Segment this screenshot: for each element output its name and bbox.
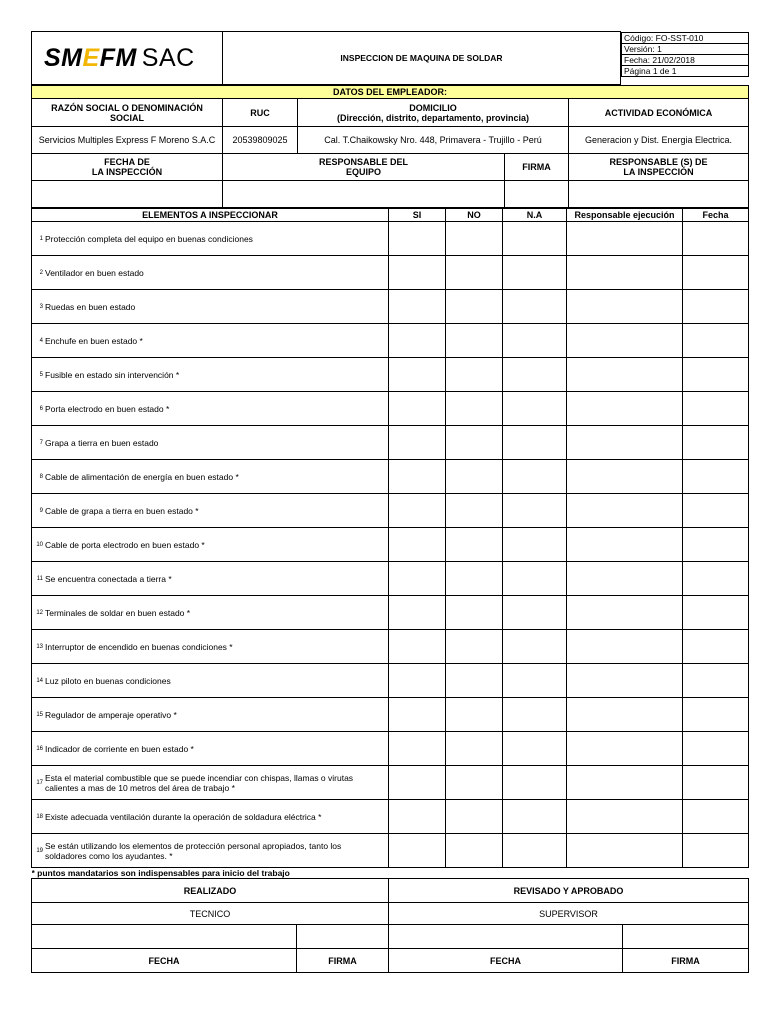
checklist-row bbox=[32, 528, 749, 562]
item-text: Ventilador en buen estado bbox=[45, 267, 144, 278]
responsable-cell[interactable] bbox=[567, 834, 683, 868]
na-cell[interactable] bbox=[503, 222, 567, 256]
responsable-inspeccion-label bbox=[569, 154, 749, 181]
checklist-item bbox=[32, 664, 389, 698]
domicilio-sublabel: (Dirección, distrito, departamento, provincia) bbox=[336, 112, 530, 123]
fecha-cell[interactable] bbox=[683, 732, 749, 766]
supervisor-firma-field[interactable] bbox=[623, 925, 749, 949]
employer-data bbox=[31, 85, 749, 208]
si-cell[interactable] bbox=[389, 596, 446, 630]
no-cell[interactable] bbox=[446, 222, 503, 256]
si-cell[interactable] bbox=[389, 256, 446, 290]
si-cell[interactable] bbox=[389, 664, 446, 698]
item-number: 5 bbox=[39, 371, 43, 378]
item-text: Cable de grapa a tierra en buen estado * bbox=[45, 505, 199, 516]
responsable-cell[interactable] bbox=[567, 664, 683, 698]
signoff-table bbox=[31, 878, 749, 973]
checklist-row bbox=[32, 562, 749, 596]
tecnico-firma-field[interactable] bbox=[297, 925, 389, 949]
tecnico-label: TECNICO bbox=[32, 903, 389, 925]
na-cell[interactable] bbox=[503, 562, 567, 596]
na-cell[interactable] bbox=[503, 630, 567, 664]
item-text: Cable de alimentación de energía en buen estado * bbox=[45, 471, 239, 482]
fecha-inspeccion-line1: FECHA DE bbox=[104, 157, 150, 167]
item-text: Grapa a tierra en buen estado bbox=[45, 437, 159, 448]
responsable-equipo-line1: RESPONSABLE DEL bbox=[318, 157, 408, 167]
item-text: Luz piloto en buenas condiciones bbox=[45, 675, 171, 686]
na-cell[interactable] bbox=[503, 290, 567, 324]
responsable-cell[interactable] bbox=[567, 460, 683, 494]
checklist-item bbox=[32, 358, 389, 392]
company-logo bbox=[32, 32, 223, 85]
fecha-cell[interactable] bbox=[683, 256, 749, 290]
na-cell[interactable] bbox=[503, 358, 567, 392]
na-cell[interactable] bbox=[503, 766, 567, 800]
checklist-item bbox=[32, 732, 389, 766]
no-cell[interactable] bbox=[446, 766, 503, 800]
no-cell[interactable] bbox=[446, 800, 503, 834]
item-text: Enchufe en buen estado * bbox=[45, 335, 143, 346]
checklist-item bbox=[32, 562, 389, 596]
item-text: Protección completa del equipo en buenas condiciones bbox=[45, 233, 253, 244]
item-number: 19 bbox=[36, 847, 43, 854]
responsable-cell[interactable] bbox=[567, 528, 683, 562]
item-number: 1 bbox=[39, 235, 43, 242]
item-number: 10 bbox=[36, 541, 43, 548]
fecha-cell[interactable] bbox=[683, 290, 749, 324]
col-ruc: RUC bbox=[223, 99, 298, 127]
responsable-cell[interactable] bbox=[567, 630, 683, 664]
na-cell[interactable] bbox=[503, 698, 567, 732]
si-cell[interactable] bbox=[389, 222, 446, 256]
col-actividad: ACTIVIDAD ECONÓMICA bbox=[569, 99, 749, 127]
col-na: N.A bbox=[503, 209, 567, 222]
inspection-form bbox=[31, 31, 748, 973]
checklist-row bbox=[32, 256, 749, 290]
fecha-cell[interactable] bbox=[683, 528, 749, 562]
logo-bolt: E bbox=[82, 44, 100, 72]
no-cell[interactable] bbox=[446, 664, 503, 698]
responsable-inspeccion-field[interactable] bbox=[569, 181, 749, 208]
checklist-rows bbox=[32, 222, 749, 868]
responsable-cell[interactable] bbox=[567, 494, 683, 528]
fecha-inspeccion-field[interactable] bbox=[32, 181, 223, 208]
checklist-row bbox=[32, 664, 749, 698]
fecha-cell[interactable] bbox=[683, 800, 749, 834]
si-cell[interactable] bbox=[389, 698, 446, 732]
item-text: Cable de porta electrodo en buen estado * bbox=[45, 539, 205, 550]
employer-section-title: DATOS DEL EMPLEADOR: bbox=[32, 86, 749, 99]
col-razon-social: RAZÓN SOCIAL O DENOMINACIÓN SOCIAL bbox=[32, 99, 223, 127]
checklist-row bbox=[32, 732, 749, 766]
no-cell[interactable] bbox=[446, 358, 503, 392]
logo-text-sac: SAC bbox=[141, 44, 195, 72]
supervisor-fecha-label: FECHA bbox=[389, 949, 623, 973]
supervisor-label: SUPERVISOR bbox=[389, 903, 749, 925]
logo-text-fm: FM bbox=[99, 44, 137, 72]
checklist-item bbox=[32, 834, 389, 868]
no-cell[interactable] bbox=[446, 596, 503, 630]
item-number: 13 bbox=[36, 643, 43, 650]
no-cell[interactable] bbox=[446, 460, 503, 494]
checklist-item bbox=[32, 494, 389, 528]
no-cell[interactable] bbox=[446, 392, 503, 426]
checklist-row bbox=[32, 358, 749, 392]
item-number: 8 bbox=[39, 473, 43, 480]
no-cell[interactable] bbox=[446, 494, 503, 528]
item-number: 4 bbox=[39, 337, 43, 344]
checklist-item bbox=[32, 392, 389, 426]
fecha-cell[interactable] bbox=[683, 494, 749, 528]
item-text: Se encuentra conectada a tierra * bbox=[45, 573, 172, 584]
no-cell[interactable] bbox=[446, 732, 503, 766]
checklist-item bbox=[32, 528, 389, 562]
col-responsable: Responsable ejecución bbox=[567, 209, 683, 222]
item-number: 9 bbox=[39, 507, 43, 514]
si-cell[interactable] bbox=[389, 732, 446, 766]
fecha-cell[interactable] bbox=[683, 596, 749, 630]
checklist-item bbox=[32, 596, 389, 630]
col-si: SI bbox=[389, 209, 446, 222]
ruc-value: 20539809025 bbox=[223, 127, 298, 154]
checklist-item bbox=[32, 324, 389, 358]
responsable-cell[interactable] bbox=[567, 800, 683, 834]
item-text: Se están utilizando los elementos de protección personal apropiados, tanto los soldadores como los ayudantes. * bbox=[45, 840, 342, 861]
na-cell[interactable] bbox=[503, 460, 567, 494]
logo-text-sm: SM bbox=[44, 44, 83, 72]
responsable-cell[interactable] bbox=[567, 324, 683, 358]
razon-social-value: Servicios Multiples Express F Moreno S.A.C bbox=[32, 127, 223, 154]
mandatory-note: * puntos mandatarios son indispensables para inicio del trabajo bbox=[31, 868, 290, 878]
supervisor-fecha-field[interactable] bbox=[389, 925, 623, 949]
form-header bbox=[31, 31, 749, 85]
fecha-inspeccion-line2: LA INSPECCIÓN bbox=[91, 167, 163, 177]
domicilio-label: DOMICILIO bbox=[409, 102, 457, 113]
checklist-row bbox=[32, 800, 749, 834]
doc-date: Fecha: 21/02/2018 bbox=[622, 54, 749, 65]
responsable-cell[interactable] bbox=[567, 222, 683, 256]
checklist-row bbox=[32, 630, 749, 664]
na-cell[interactable] bbox=[503, 732, 567, 766]
firma-field[interactable] bbox=[505, 181, 569, 208]
checklist-row bbox=[32, 494, 749, 528]
si-cell[interactable] bbox=[389, 290, 446, 324]
checklist-row bbox=[32, 392, 749, 426]
na-cell[interactable] bbox=[503, 426, 567, 460]
item-text: Terminales de soldar en buen estado * bbox=[45, 607, 191, 618]
tecnico-firma-label: FIRMA bbox=[297, 949, 389, 973]
no-cell[interactable] bbox=[446, 834, 503, 868]
si-cell[interactable] bbox=[389, 460, 446, 494]
item-text: Porta electrodo en buen estado * bbox=[45, 403, 170, 414]
checklist-row bbox=[32, 222, 749, 256]
responsable-cell[interactable] bbox=[567, 358, 683, 392]
na-cell[interactable] bbox=[503, 834, 567, 868]
si-cell[interactable] bbox=[389, 562, 446, 596]
item-text: Regulador de amperaje operativo * bbox=[45, 709, 177, 720]
si-cell[interactable] bbox=[389, 834, 446, 868]
responsable-cell[interactable] bbox=[567, 562, 683, 596]
responsable-cell[interactable] bbox=[567, 426, 683, 460]
checklist-row bbox=[32, 834, 749, 868]
item-number: 2 bbox=[39, 269, 43, 276]
si-cell[interactable] bbox=[389, 494, 446, 528]
realizado-label: REALIZADO bbox=[32, 879, 389, 903]
na-cell[interactable] bbox=[503, 528, 567, 562]
fecha-cell[interactable] bbox=[683, 460, 749, 494]
item-number: 3 bbox=[39, 303, 43, 310]
si-cell[interactable] bbox=[389, 528, 446, 562]
checklist-item bbox=[32, 256, 389, 290]
item-number: 18 bbox=[36, 813, 43, 820]
form-title: INSPECCION DE MAQUINA DE SOLDAR bbox=[223, 32, 621, 85]
responsable-cell[interactable] bbox=[567, 290, 683, 324]
fecha-cell[interactable] bbox=[683, 562, 749, 596]
checklist-item bbox=[32, 222, 389, 256]
checklist-row bbox=[32, 596, 749, 630]
item-text: Esta el material combustible que se puede incendiar con chispas, llamas o virutas calientes a mas de 10 metros del área de trabajo * bbox=[45, 772, 354, 793]
item-number: 11 bbox=[36, 575, 43, 582]
na-cell[interactable] bbox=[503, 324, 567, 358]
responsable-inspeccion-line2: LA INSPECCIÓN bbox=[623, 167, 694, 177]
item-number: 14 bbox=[36, 677, 43, 684]
checklist-row bbox=[32, 426, 749, 460]
fecha-cell[interactable] bbox=[683, 222, 749, 256]
col-elementos: ELEMENTOS A INSPECCIONAR bbox=[32, 209, 389, 222]
na-cell[interactable] bbox=[503, 800, 567, 834]
item-number: 7 bbox=[39, 439, 43, 446]
checklist-row bbox=[32, 324, 749, 358]
checklist-item bbox=[32, 460, 389, 494]
item-text: Ruedas en buen estado bbox=[45, 301, 136, 312]
doc-page: Página 1 de 1 bbox=[622, 65, 749, 76]
doc-version: Versión: 1 bbox=[622, 43, 749, 54]
checklist-item bbox=[32, 630, 389, 664]
fecha-cell[interactable] bbox=[683, 392, 749, 426]
na-cell[interactable] bbox=[503, 392, 567, 426]
fecha-cell[interactable] bbox=[683, 834, 749, 868]
na-cell[interactable] bbox=[503, 494, 567, 528]
checklist-row bbox=[32, 460, 749, 494]
domicilio-value: Cal. T.Chaikowsky Nro. 448, Primavera - Trujillo - Perú bbox=[298, 127, 569, 154]
col-no: NO bbox=[446, 209, 503, 222]
checklist-item bbox=[32, 426, 389, 460]
item-text: Fusible en estado sin intervención * bbox=[45, 369, 180, 380]
checklist-row bbox=[32, 698, 749, 732]
no-cell[interactable] bbox=[446, 426, 503, 460]
responsable-cell[interactable] bbox=[567, 392, 683, 426]
responsable-cell[interactable] bbox=[567, 766, 683, 800]
item-number: 6 bbox=[39, 405, 43, 412]
item-text: Existe adecuada ventilación durante la operación de soldadura eléctrica * bbox=[45, 811, 322, 822]
na-cell[interactable] bbox=[503, 664, 567, 698]
item-number: 17 bbox=[36, 779, 43, 786]
document-meta bbox=[621, 32, 749, 77]
tecnico-fecha-label: FECHA bbox=[32, 949, 297, 973]
si-cell[interactable] bbox=[389, 426, 446, 460]
item-text: Interruptor de encendido en buenas condiciones * bbox=[45, 641, 233, 652]
no-cell[interactable] bbox=[446, 630, 503, 664]
no-cell[interactable] bbox=[446, 528, 503, 562]
no-cell[interactable] bbox=[446, 698, 503, 732]
fecha-cell[interactable] bbox=[683, 664, 749, 698]
actividad-value: Generacion y Dist. Energia Electrica. bbox=[569, 127, 749, 154]
responsable-equipo-field[interactable] bbox=[223, 181, 505, 208]
responsable-equipo-label bbox=[223, 154, 505, 181]
si-cell[interactable] bbox=[389, 766, 446, 800]
no-cell[interactable] bbox=[446, 290, 503, 324]
revisado-label: REVISADO Y APROBADO bbox=[389, 879, 749, 903]
si-cell[interactable] bbox=[389, 800, 446, 834]
supervisor-firma-label: FIRMA bbox=[623, 949, 749, 973]
checklist-item bbox=[32, 290, 389, 324]
checklist-table bbox=[31, 208, 749, 878]
checklist-item bbox=[32, 766, 389, 800]
no-cell[interactable] bbox=[446, 256, 503, 290]
fecha-cell[interactable] bbox=[683, 324, 749, 358]
responsable-equipo-line2: EQUIPO bbox=[345, 167, 381, 177]
checklist-item bbox=[32, 698, 389, 732]
responsable-cell[interactable] bbox=[567, 256, 683, 290]
responsable-cell[interactable] bbox=[567, 596, 683, 630]
item-number: 12 bbox=[36, 609, 43, 616]
checklist-item bbox=[32, 800, 389, 834]
si-cell[interactable] bbox=[389, 630, 446, 664]
fecha-cell[interactable] bbox=[683, 766, 749, 800]
checklist-row bbox=[32, 290, 749, 324]
no-cell[interactable] bbox=[446, 324, 503, 358]
si-cell[interactable] bbox=[389, 392, 446, 426]
na-cell[interactable] bbox=[503, 256, 567, 290]
responsable-cell[interactable] bbox=[567, 698, 683, 732]
tecnico-fecha-field[interactable] bbox=[32, 925, 297, 949]
firma-label: FIRMA bbox=[505, 154, 569, 181]
na-cell[interactable] bbox=[503, 596, 567, 630]
fecha-cell[interactable] bbox=[683, 698, 749, 732]
responsable-cell[interactable] bbox=[567, 732, 683, 766]
fecha-cell[interactable] bbox=[683, 630, 749, 664]
checklist-row bbox=[32, 766, 749, 800]
item-number: 15 bbox=[36, 711, 43, 718]
no-cell[interactable] bbox=[446, 562, 503, 596]
col-fecha: Fecha bbox=[683, 209, 749, 222]
col-domicilio bbox=[298, 99, 569, 127]
fecha-inspeccion-label bbox=[32, 154, 223, 181]
si-cell[interactable] bbox=[389, 358, 446, 392]
item-number: 16 bbox=[36, 745, 43, 752]
si-cell[interactable] bbox=[389, 324, 446, 358]
doc-code: Código: FO-SST-010 bbox=[622, 32, 749, 43]
item-text: Indicador de corriente en buen estado * bbox=[45, 743, 194, 754]
fecha-cell[interactable] bbox=[683, 358, 749, 392]
fecha-cell[interactable] bbox=[683, 426, 749, 460]
responsable-inspeccion-line1: RESPONSABLE (S) DE bbox=[609, 157, 708, 167]
